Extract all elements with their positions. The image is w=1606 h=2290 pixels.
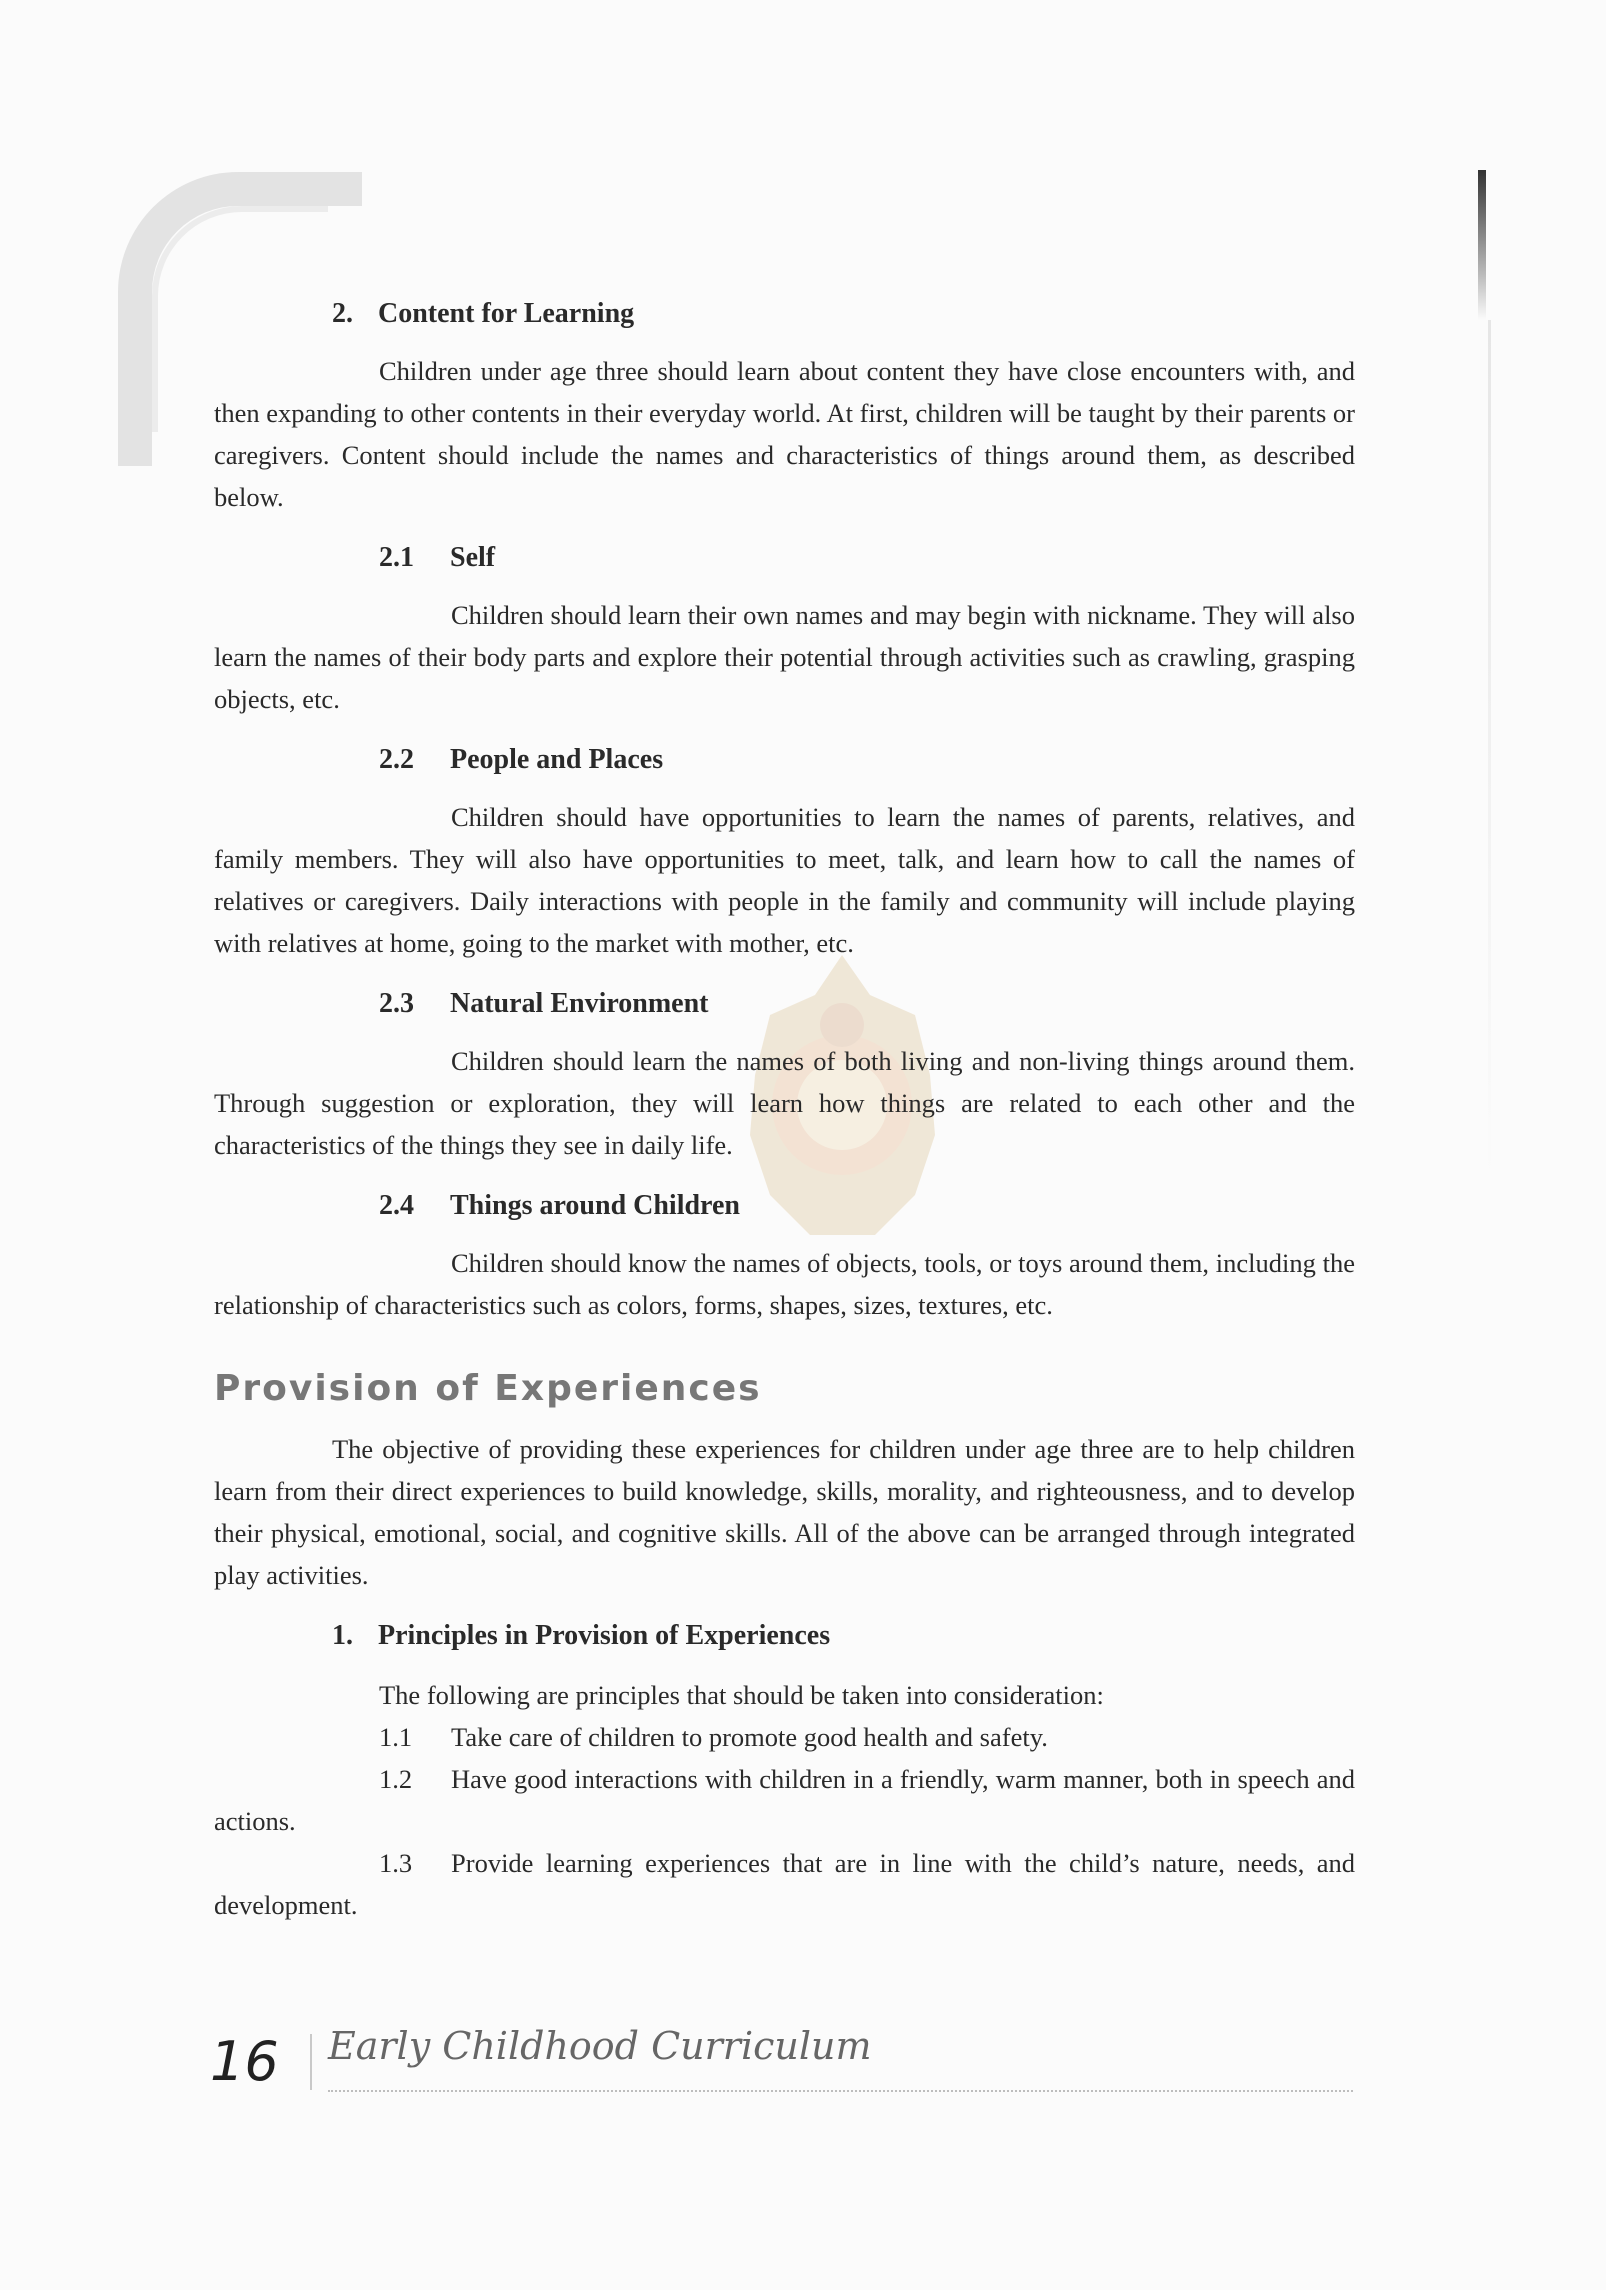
subsection-heading [214, 1186, 1355, 1226]
list-item-text: Have good interactions with children in a friendly, warm manner, both in speech and actions. [214, 1764, 1355, 1836]
list-item [214, 1716, 1355, 1758]
page-binding-shadow [1488, 320, 1491, 1180]
section-number: 2. [332, 298, 353, 329]
footer-separator [310, 2034, 312, 2090]
subsection-heading [214, 538, 1355, 578]
page-number: 16 [210, 2030, 279, 2093]
subsection-number: 2.4 [379, 1190, 414, 1221]
list-item [214, 1842, 1355, 1926]
list-item-number: 1.1 [379, 1722, 413, 1752]
section-paragraph: Children under age three should learn about content they have close encounters with, and then expanding to other contents in their everyday world. At first, children will be taught by their parents or caregivers. Content should include the names and characteristics of things around them, as described below. [214, 356, 1355, 512]
section-heading [214, 294, 1355, 334]
section-title: Provision of Experiences [214, 1368, 762, 1409]
subsection-paragraph: Children should learn their own names and may begin with nickname. They will also learn the names of their body parts and explore their potential through activities such as crawling, grasping objects, etc. [214, 600, 1355, 714]
subsection-heading-text: People and Places [450, 744, 664, 775]
subsection-heading [214, 984, 1355, 1024]
subsection-paragraph: Children should learn the names of both living and non-living things around them. Through suggestion or exploration, they will learn how things are related to each other and the characteristics of the things they see in daily life. [214, 1046, 1355, 1160]
list-item-number: 1.3 [379, 1848, 413, 1878]
page-binding-mark [1478, 170, 1486, 320]
list-item-number: 1.2 [379, 1764, 413, 1794]
subsection-heading-text: Self [450, 542, 496, 573]
subsection-number: 2.1 [379, 542, 414, 573]
subsection-heading-text: Things around Children [450, 1190, 740, 1221]
subsection-paragraph: Children should have opportunities to learn the names of parents, relatives, and family members. They will also have opportunities to meet, talk, and learn how to call the names of relatives or caregivers. Daily interactions with people in the family and community will include playing with relatives at home, going to the market with mother, etc. [214, 802, 1355, 958]
subsection-heading-text: Natural Environment [450, 988, 709, 1019]
page-content [214, 290, 1355, 1926]
footer-rule [328, 2090, 1353, 2092]
list-item-text: Take care of children to promote good health and safety. [451, 1722, 1048, 1752]
section-paragraph: The objective of providing these experiences for children under age three are to help children learn from their direct experiences to build knowledge, skills, morality, and righteousness, and to develop their physical, emotional, social, and cognitive skills. All of the above can be arranged through integrated play activities. [214, 1434, 1355, 1590]
footer-book-title: Early Childhood Curriculum [328, 2024, 872, 2068]
section-number: 1. [332, 1620, 353, 1651]
page-footer [210, 2010, 1355, 2093]
subsection-heading [214, 740, 1355, 780]
subsection-number: 2.3 [379, 988, 414, 1019]
principles-intro: The following are principles that should be taken into consideration: [379, 1680, 1104, 1710]
list-item [214, 1758, 1355, 1842]
subsection-number: 2.2 [379, 744, 414, 775]
list-item-text: Provide learning experiences that are in line with the child’s nature, needs, and development. [214, 1848, 1355, 1920]
section-heading-text: Content for Learning [378, 298, 635, 329]
subsection-paragraph: Children should know the names of objects, tools, or toys around them, including the relationship of characteristics such as colors, forms, shapes, sizes, textures, etc. [214, 1248, 1355, 1320]
section-heading-text: Principles in Provision of Experiences [378, 1620, 831, 1651]
section-heading [214, 1616, 1355, 1656]
